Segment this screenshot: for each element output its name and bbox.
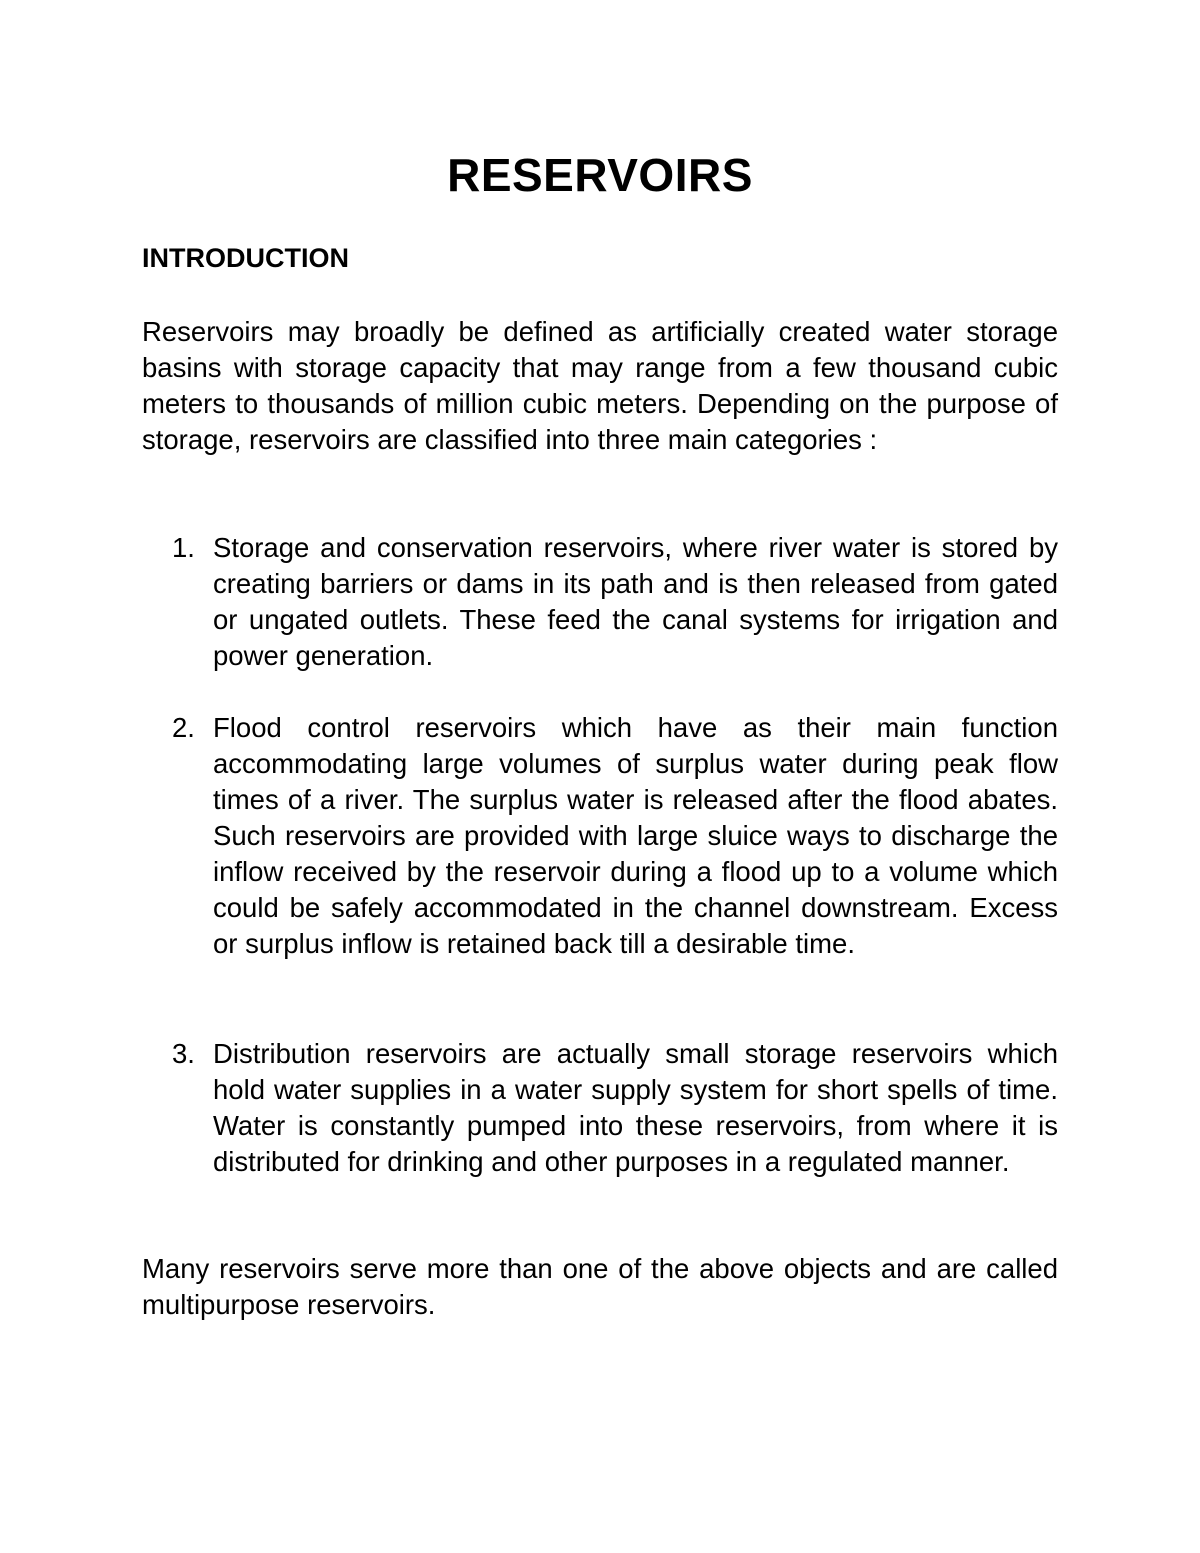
list-item-text: Storage and conservation reservoirs, where river water is stored by creating barriers or dams in its path and is then released from gated or ungated outlets. These feed the canal systems for irrigation and power generation. xyxy=(213,532,1058,671)
intro-paragraph: Reservoirs may broadly be defined as artificially created water storage basins with storage capacity that may range from a few thousand cubic meters to thousands of million cubic meters. Depending on the purpose of storage, reservoirs are classified into three main categories : xyxy=(142,316,1058,455)
list-item-text: Distribution reservoirs are actually small storage reservoirs which hold water supplies in a water supply system for short spells of time. Water is constantly pumped into these reservoirs, from where it is distributed for drinking and other purposes in a regulated manner. xyxy=(213,1038,1058,1177)
list-item-text: Flood control reservoirs which have as their main function accommodating large volumes of surplus water during peak flow times of a river. The surplus water is released after the flood abates. Such reservoirs are provided with large sluice ways to discharge the inflow received by the reservoir during a flood up to a volume which could be safely accommodated in the channel downstream. Excess or surplus inflow is retained back till a desirable time. xyxy=(213,712,1058,959)
section-heading: INTRODUCTION xyxy=(142,243,349,273)
closing-paragraph: Many reservoirs serve more than one of the above objects and are called multipurpose reservoirs. xyxy=(142,1253,1058,1320)
list-item-number: 2. xyxy=(172,712,195,743)
list-item-number: 3. xyxy=(172,1038,195,1069)
list-item-number: 1. xyxy=(172,532,195,563)
document-title: RESERVOIRS xyxy=(447,149,753,201)
